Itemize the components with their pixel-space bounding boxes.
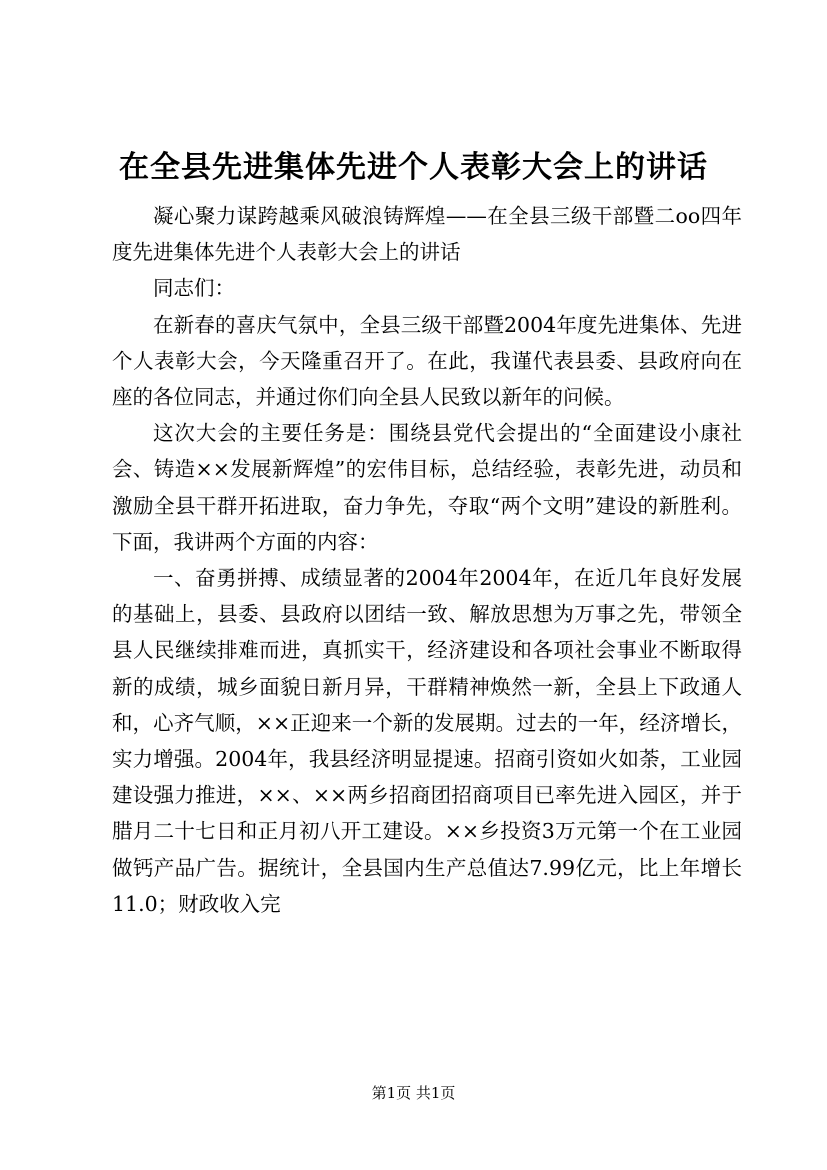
body-paragraph: 在新春的喜庆气氛中，全县三级干部暨2004年度先进集体、先进个人表彰大会，今天隆重召开了。在此，我谨代表县委、县政府向在座的各位同志，并通过你们向全县人民致以新年的问候。 xyxy=(112,312,742,410)
document-body xyxy=(112,198,742,922)
page-footer: 第1页 共1页 xyxy=(371,1084,456,1102)
salutation-paragraph: 同志们： xyxy=(153,276,235,301)
document-title: 在全县先进集体先进个人表彰大会上的讲话 xyxy=(119,150,708,185)
subtitle-paragraph: 凝心聚力谋跨越乘风破浪铸辉煌——在全县三级干部暨二oo四年度先进集体先进个人表彰大会上的讲话 xyxy=(112,204,742,265)
body-paragraph: 一、奋勇拼搏、成绩显著的2004年2004年，在近几年良好发展的基础上，县委、县政府以团结一致、解放思想为万事之先，带领全县人民继续排难而进，真抓实干，经济建设和各项社会事业不断取得新的成绩，城乡面貌日新月异，干群精神焕然一新，全县上下政通人和，心齐气顺，××正迎来一个新的发展期。过去的一年，经济增长，实力增强。2004年，我县经济明显提速。招商引资如火如荼，工业园建设强力推进，××、××两乡招商团招商项目已率先进入园区，并于腊月二十七日和正月初八开工建设。××乡投资3万元第一个在工业园做钙产品广告。据统计，全县国内生产总值达7.99亿元，比上年增长11.0；财政收入完 xyxy=(112,566,742,916)
body-paragraph: 这次大会的主要任务是：围绕县党代会提出的“全面建设小康社会、铸造××发展新辉煌”的宏伟目标，总结经验，表彰先进，动员和激励全县干群开拓进取，奋力争先，夺取“两个文明”建设的新胜利。下面，我讲两个方面的内容： xyxy=(112,421,742,554)
